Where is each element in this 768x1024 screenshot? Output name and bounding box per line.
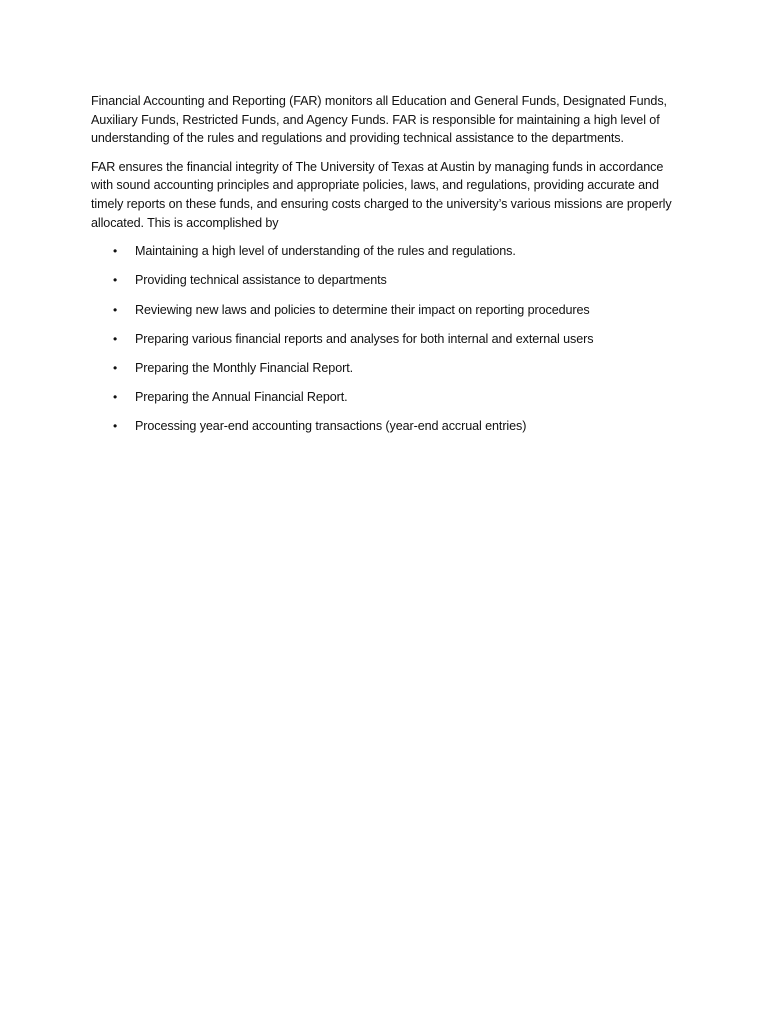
bullet-icon: • [113,331,118,346]
list-item-text: Providing technical assistance to departments [135,273,387,288]
list-item-text: Maintaining a high level of understanding of the rules and regulations. [135,244,516,259]
list-item-text: Preparing the Monthly Financial Report. [135,360,354,375]
document-page [91,92,681,446]
list-item [91,271,681,290]
intro-paragraph: Financial Accounting and Reporting (FAR) monitors all Education and General Funds, Designated Funds, Auxiliary Funds, Restricted Funds, and Agency Funds. FAR is responsible for maintaining a high level of understanding of the rules and regulations and providing technical assistance to the departments. [91,94,667,146]
responsibilities-list [91,242,681,436]
list-item-text: Preparing various financial reports and analyses for both internal and external users [135,331,594,346]
bullet-icon: • [113,419,118,434]
list-item [91,417,681,436]
list-item [91,330,681,349]
integrity-paragraph: FAR ensures the financial integrity of The University of Texas at Austin by managing funds in accordance with sound accounting principles and appropriate policies, laws, and regulations, providing accurate and timely reports on these funds, and ensuring costs charged to the university’s various missions are properly allocated. This is accomplished by [91,159,672,230]
list-item-text: Processing year-end accounting transactions (year-end accrual entries) [135,419,527,434]
bullet-icon: • [113,360,118,375]
list-item [91,388,681,407]
bullet-icon: • [113,273,118,288]
list-item [91,301,681,320]
list-item [91,242,681,261]
bullet-icon: • [113,302,118,317]
bullet-icon: • [113,244,118,259]
list-item-text: Preparing the Annual Financial Report. [135,390,348,405]
bullet-icon: • [113,390,118,405]
list-item-text: Reviewing new laws and policies to determine their impact on reporting procedures [135,302,590,317]
list-item [91,359,681,378]
